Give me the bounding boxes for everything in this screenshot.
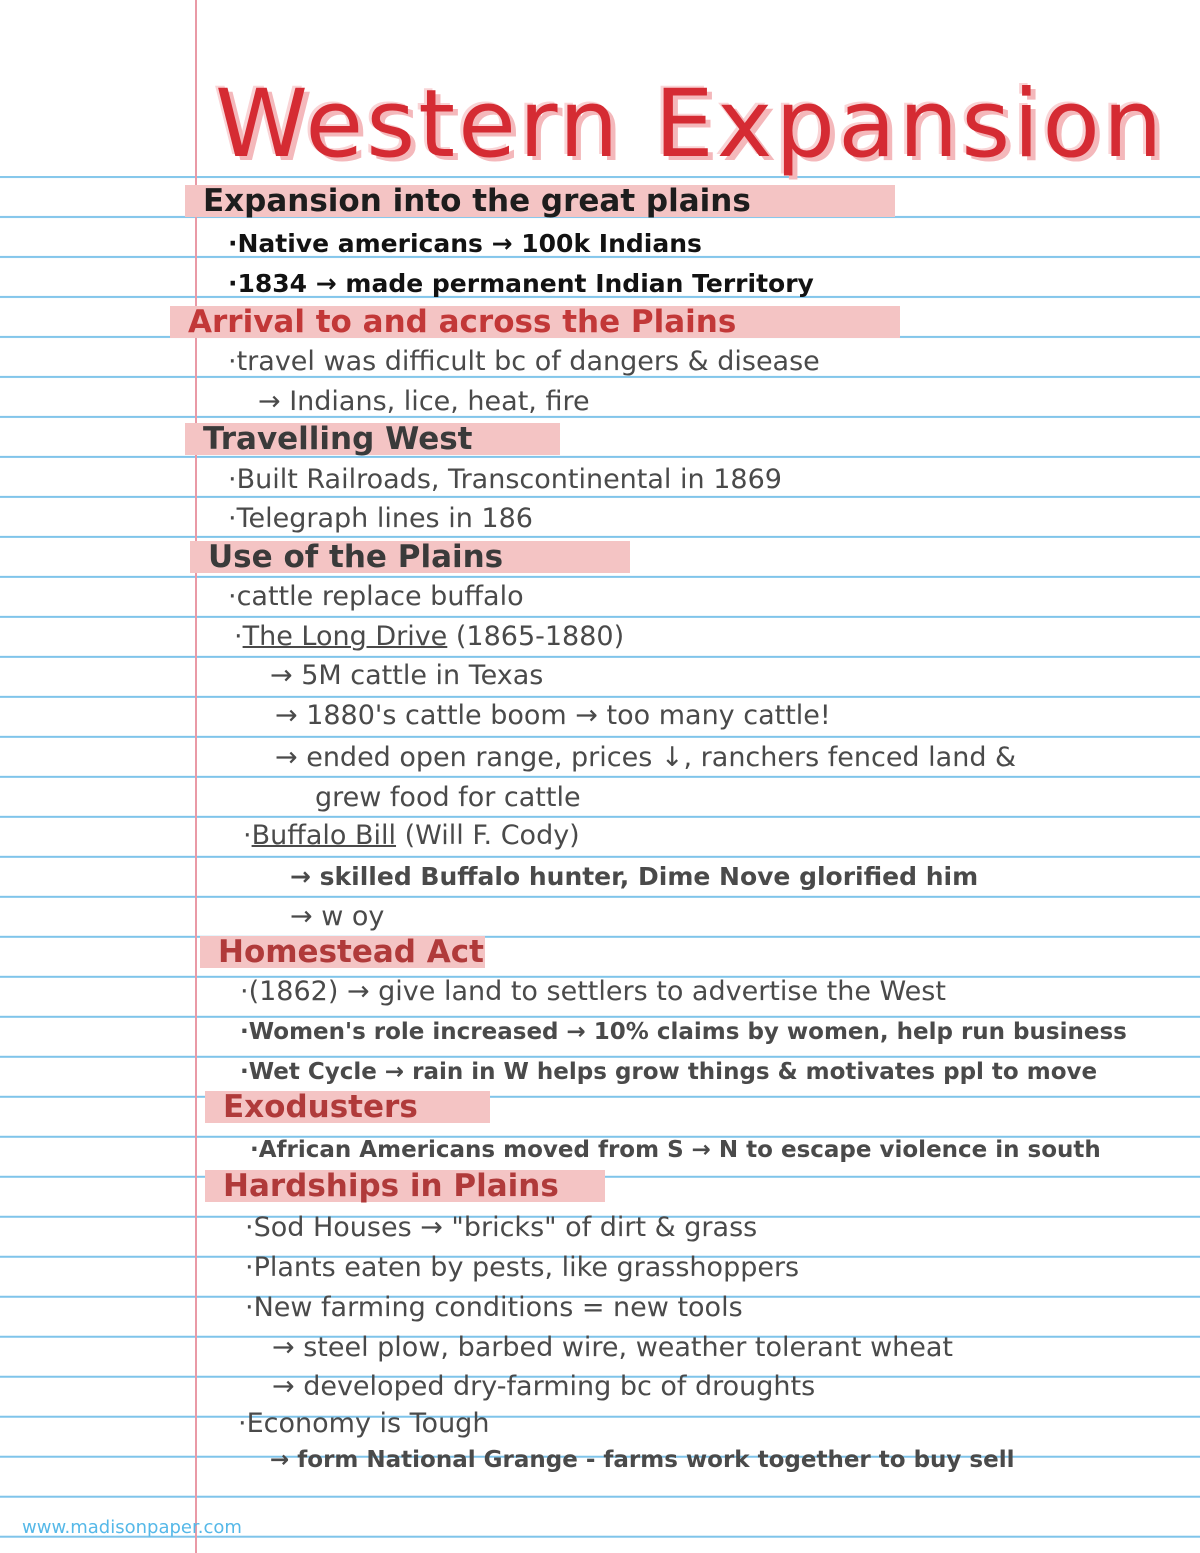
- heading-travelling-west: Travelling West: [185, 420, 560, 458]
- note-line: ·New farming conditions = new tools: [245, 1292, 743, 1323]
- note-line: ·Built Railroads, Transcontinental in 1869: [228, 464, 782, 495]
- note-line: → developed dry-farming bc of droughts: [272, 1371, 816, 1402]
- note-line: → 5M cattle in Texas: [270, 660, 544, 691]
- long-drive-underlined: The Long Drive: [242, 621, 448, 652]
- note-line: ·Telegraph lines in 186: [228, 503, 533, 534]
- note-line: ·Wet Cycle → rain in W helps grow things & motivates ppl to move: [240, 1059, 1098, 1085]
- margin-line: [195, 0, 197, 1553]
- note-line: ·Sod Houses → "bricks" of dirt & grass: [245, 1212, 758, 1243]
- note-line: → 1880's cattle boom → too many cattle!: [275, 700, 831, 731]
- note-line: → Indians, lice, heat, fire: [258, 386, 590, 417]
- note-line: grew food for cattle: [315, 782, 581, 813]
- heading-arrival: Arrival to and across the Plains: [170, 303, 900, 341]
- note-line: → steel plow, barbed wire, weather tolerant wheat: [272, 1332, 954, 1363]
- note-line: ·Plants eaten by pests, like grasshoppers: [245, 1252, 800, 1283]
- note-line: ·Native americans → 100k Indians: [228, 229, 702, 258]
- note-line: → form National Grange - farms work together to buy sell: [270, 1447, 1015, 1473]
- long-drive-years: (1865-1880): [455, 621, 625, 652]
- heading-hardships: Hardships in Plains: [205, 1167, 605, 1205]
- note-line: → ended open range, prices ↓, ranchers fenced land &: [275, 742, 1017, 773]
- heading-use-of-plains: Use of the Plains: [190, 538, 630, 576]
- note-line: ·Economy is Tough: [238, 1408, 490, 1439]
- note-line: ·cattle replace buffalo: [228, 581, 524, 612]
- heading-exodusters: Exodusters: [205, 1088, 490, 1126]
- heading-homestead-act: Homestead Act: [200, 933, 485, 971]
- note-line-buffalo-bill: ·Buffalo Bill (Will F. Cody): [243, 820, 580, 851]
- note-line: → skilled Buffalo hunter, Dime Nove glorified him: [290, 862, 979, 891]
- note-line: ·travel was difficult bc of dangers & disease: [228, 346, 820, 377]
- note-line: → w oy: [290, 901, 385, 932]
- note-line: ·(1862) → give land to settlers to advertise the West: [240, 976, 946, 1007]
- note-line: ·African Americans moved from S → N to escape violence in south: [250, 1137, 1101, 1163]
- heading-great-plains: Expansion into the great plains: [185, 182, 895, 220]
- watermark: www.madisonpaper.com: [22, 1517, 242, 1538]
- note-line: ·1834 → made permanent Indian Territory: [228, 269, 814, 298]
- note-line-long-drive: ·The Long Drive (1865-1880): [234, 621, 625, 652]
- buffalo-bill-name: (Will F. Cody): [404, 820, 580, 851]
- note-line: ·Women's role increased → 10% claims by women, help run business: [240, 1019, 1127, 1045]
- page-title: Western Expansion: [215, 70, 1166, 179]
- buffalo-bill-underlined: Buffalo Bill: [251, 820, 397, 851]
